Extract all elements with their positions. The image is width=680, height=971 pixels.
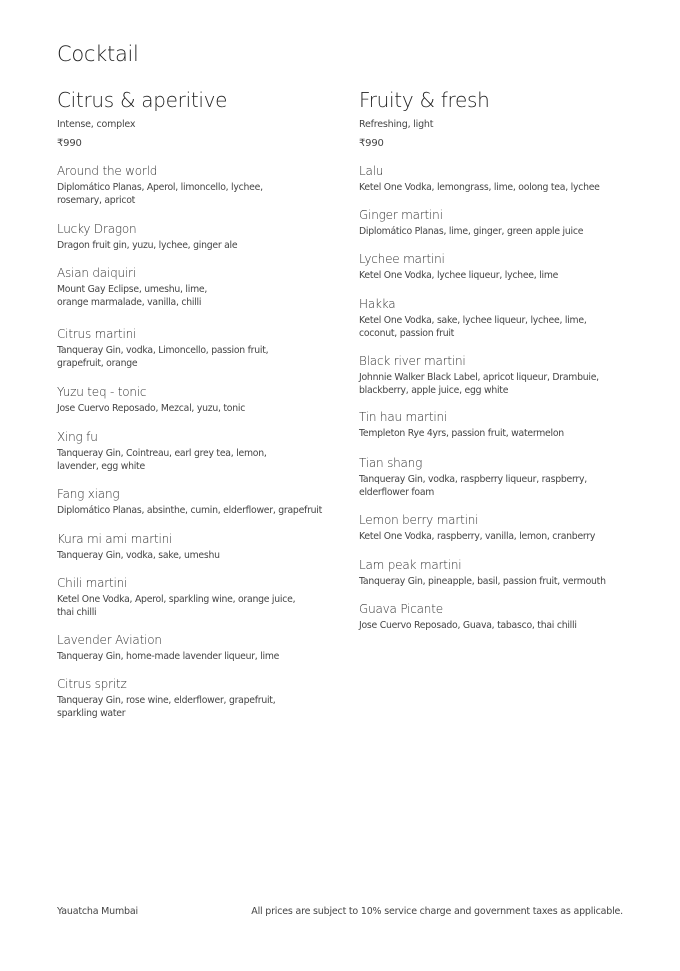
item-desc: Tanqueray Gin, vodka, raspberry liqueur, raspberry, elderflower foam [359,474,587,498]
menu-item [359,513,649,544]
item-desc: Tanqueray Gin, rose wine, elderflower, grapefruit, sparkling water [57,695,276,719]
item-name: Around the world [57,164,158,178]
item-desc: Diplomático Planas, Aperol, limoncello, lychee, rosemary, apricot [57,182,263,206]
menu-item [57,532,347,563]
section-price: ₹990 [359,138,384,149]
section-citrus-aperitive [57,86,347,719]
menu-item [57,677,347,720]
item-name: Asian daiquiri [57,266,136,280]
item-name: Fang xiang [57,487,120,501]
item-name: Yuzu teq - tonic [57,385,147,399]
item-name: Guava Picante [359,602,443,616]
menu-item [359,456,649,499]
section-title: Fruity & fresh [359,88,490,112]
item-name: Hakka [359,297,396,311]
item-desc: Johnnie Walker Black Label, apricot liqueur, Drambuie, blackberry, apple juice, egg white [359,372,599,396]
item-name: Lychee martini [359,252,445,266]
item-name: Kura mi ami martini [57,532,173,546]
menu-item [57,430,347,473]
menu-item [359,558,649,589]
section-price: ₹990 [57,138,82,149]
menu-item [57,266,347,309]
item-name: Citrus martini [57,327,137,341]
item-name: Lam peak martini [359,558,462,572]
item-desc: Tanqueray Gin, vodka, sake, umeshu [57,550,220,561]
item-desc: Templeton Rye 4yrs, passion fruit, watermelon [359,428,564,439]
menu-item [57,164,347,207]
item-desc: Ketel One Vodka, lemongrass, lime, oolong tea, lychee [359,182,600,193]
item-desc: Jose Cuervo Reposado, Guava, tabasco, thai chilli [359,620,577,631]
menu-item [57,633,347,664]
menu-item [57,385,347,416]
item-desc: Tanqueray Gin, pineapple, basil, passion fruit, vermouth [359,576,606,587]
footer-note: All prices are subject to 10% service charge and government taxes as applicable. [251,906,623,917]
item-desc: Tanqueray Gin, home-made lavender liqueur, lime [57,651,280,662]
menu-item [359,354,649,397]
item-name: Ginger martini [359,208,443,222]
item-desc: Jose Cuervo Reposado, Mezcal, yuzu, tonic [57,403,246,414]
page-title: Cocktail [57,42,139,66]
item-name: Black river martini [359,354,466,368]
menu-item [359,164,649,195]
menu-item [359,602,649,633]
menu-item [359,297,649,340]
item-desc: Ketel One Vodka, lychee liqueur, lychee, lime [359,270,559,281]
item-desc: Diplomático Planas, lime, ginger, green apple juice [359,226,584,237]
item-name: Xing fu [57,430,98,444]
menu-item [57,576,347,619]
menu-item [359,410,649,441]
item-desc: Ketel One Vodka, sake, lychee liqueur, lychee, lime, coconut, passion fruit [359,315,587,339]
item-desc: Dragon fruit gin, yuzu, lychee, ginger ale [57,240,238,251]
item-name: Citrus spritz [57,677,127,691]
menu-item [57,327,347,370]
menu-item [359,252,649,283]
item-name: Lemon berry martini [359,513,479,527]
item-desc: Ketel One Vodka, Aperol, sparkling wine, orange juice, thai chilli [57,594,296,618]
item-name: Lucky Dragon [57,222,137,236]
item-name: Tian shang [359,456,423,470]
item-desc: Diplomático Planas, absinthe, cumin, elderflower, grapefruit [57,505,323,516]
section-title: Citrus & aperitive [57,88,228,112]
section-subtitle: Refreshing, light [359,119,434,130]
item-desc: Ketel One Vodka, raspberry, vanilla, lemon, cranberry [359,531,596,542]
item-desc: Tanqueray Gin, vodka, Limoncello, passion fruit, grapefruit, orange [57,345,269,369]
item-name: Lalu [359,164,384,178]
menu-item [57,487,347,518]
section-fruity-fresh [359,86,649,631]
item-name: Tin hau martini [359,410,448,424]
item-name: Lavender Aviation [57,633,162,647]
item-name: Chili martini [57,576,128,590]
item-desc: Mount Gay Eclipse, umeshu, lime, orange marmalade, vanilla, chilli [57,284,208,308]
footer-venue: Yauatcha Mumbai [57,906,138,917]
section-subtitle: Intense, complex [57,119,136,130]
item-desc: Tanqueray Gin, Cointreau, earl grey tea, lemon, lavender, egg white [57,448,267,472]
menu-item [57,222,347,253]
menu-item [359,208,649,239]
